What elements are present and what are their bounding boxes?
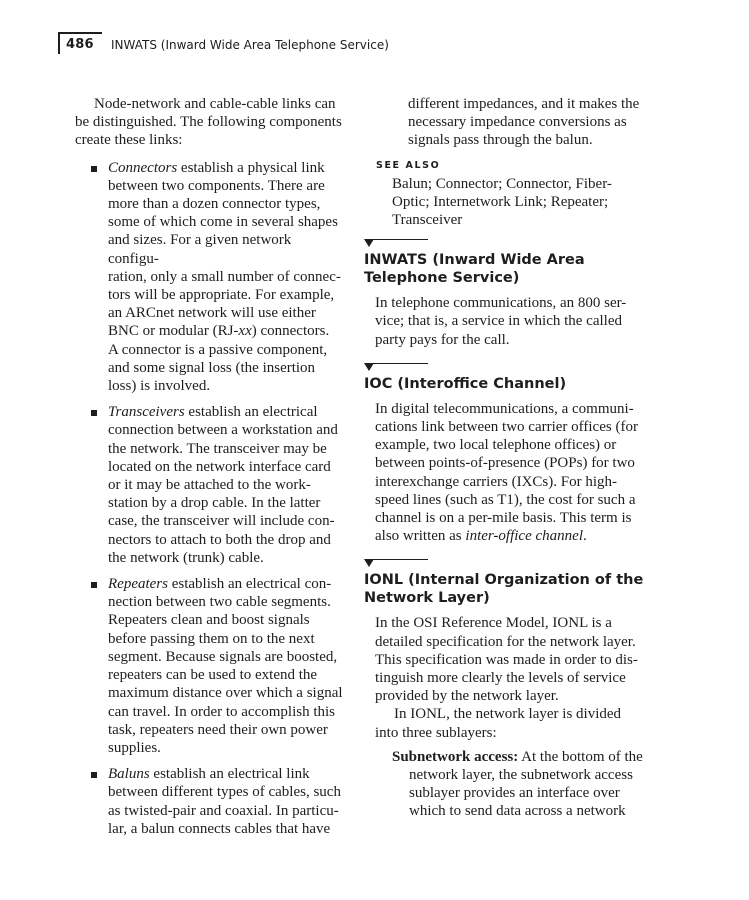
list-item-repeaters <box>75 575 345 757</box>
bullet-square-icon <box>91 582 97 588</box>
triangle-marker-icon <box>364 363 374 371</box>
header-rule <box>58 32 102 34</box>
entry-title-inwats <box>364 251 646 287</box>
text-line: as twisted-pair and coaxial. In particu- <box>108 802 339 819</box>
text-line: case, the transceiver will include con- <box>108 513 335 530</box>
text-line: station by a drop cable. In the latter <box>108 495 321 512</box>
text-line: between points-of-presence (POPs) for two <box>375 455 635 472</box>
text-line: some of which come in several shapes <box>108 214 338 231</box>
text-line: A connector is a passive component, <box>108 341 328 358</box>
triangle-marker-icon <box>364 239 374 247</box>
text-line: In the OSI Reference Model, IONL is a <box>375 615 612 632</box>
italic-term: inter-office channel <box>465 528 583 545</box>
text-line: In IONL, the network layer is divided <box>394 706 622 723</box>
text-line: which to send data across a network <box>409 803 626 820</box>
text-line: signals pass through the balun. <box>408 132 593 149</box>
title-line: IOC (Interoffice Channel) <box>364 375 567 392</box>
see-also-label: SEE ALSO <box>376 159 441 171</box>
intro-paragraph <box>75 95 345 150</box>
text-line: sublayer provides an interface over <box>409 785 620 802</box>
text-line: can travel. In order to accomplish this <box>108 703 336 720</box>
text-line: repeaters can be used to extend the <box>108 667 318 684</box>
text-line: establish an electrical link <box>149 766 310 783</box>
text-line: also written as <box>375 528 466 545</box>
list-item-connectors <box>75 159 345 396</box>
list-item-baluns <box>75 765 345 838</box>
running-title: INWATS (Inward Wide Area Telephone Service) <box>111 38 389 52</box>
divider-line <box>370 559 428 560</box>
entry-divider <box>364 559 646 571</box>
left-column <box>75 95 345 846</box>
header-bar <box>58 32 60 54</box>
title-line: Network Layer) <box>364 590 490 607</box>
bullet-square-icon <box>91 772 97 778</box>
text-line: supplies. <box>108 739 161 756</box>
sublayer-subnetwork-access <box>392 748 646 821</box>
entry-title-ionl <box>364 571 646 607</box>
text-line: Optic; Internetwork Link; Repeater; <box>392 193 609 210</box>
text-line: maximum distance over which a signal <box>108 685 343 702</box>
title-line: INWATS (Inward Wide Area <box>364 252 585 269</box>
text-line: Repeaters clean and boost signals <box>108 612 310 629</box>
text-line: Node-network and cable-cable links can <box>94 96 336 112</box>
text-line: cations link between two carrier offices (for <box>375 419 638 436</box>
bullet-square-icon <box>91 166 97 172</box>
entry-title-ioc <box>364 375 646 393</box>
text-line: tors will be appropriate. For example, <box>108 287 335 304</box>
text-line: different impedances, and it makes the <box>408 96 640 112</box>
text-line: nection between two cable segments. <box>108 594 331 611</box>
entry-body-inwats <box>375 294 646 349</box>
divider-line <box>370 239 428 240</box>
text-line: establish an electrical con- <box>167 576 332 593</box>
triangle-marker-icon <box>364 559 374 567</box>
bullet-square-icon <box>91 410 97 416</box>
text-line: the network. The transceiver may be <box>108 440 327 457</box>
text-line: more than a dozen connector types, <box>108 196 321 213</box>
component-list <box>75 159 345 838</box>
text-line: example, two local telephone offices) or <box>375 437 617 454</box>
text-line: channel is on a per-mile basis. This term is <box>375 510 632 527</box>
text-line: tinguish more clearly the levels of service <box>375 670 626 687</box>
entry-body-ionl <box>375 614 646 705</box>
text-line: speed lines (such as T1), the cost for such a <box>375 491 636 508</box>
term-connectors: Connectors <box>108 159 178 176</box>
text-line: network layer, the subnetwork access <box>409 767 633 784</box>
text-line: located on the network interface card <box>108 458 331 475</box>
text-line: an ARCnet network will use either <box>108 305 316 322</box>
text-line: and sizes. For a given network configu- <box>108 232 292 267</box>
text-line: connection between a workstation and <box>108 422 338 439</box>
text-line: At the bottom of the <box>518 748 643 765</box>
text-line: establish a physical link <box>177 159 325 176</box>
text-line: and some signal loss (the insertion <box>108 359 316 376</box>
text-line: BNC or modular (RJ- <box>108 323 239 340</box>
text-line: before passing them on to the next <box>108 630 315 647</box>
text-line: create these links: <box>75 132 183 149</box>
text-line: interexchange carriers (IXCs). For high- <box>375 473 617 490</box>
text-line: Transceiver <box>392 212 463 229</box>
text-line: . <box>582 528 587 545</box>
text-line: detailed specification for the network layer. <box>375 633 636 650</box>
text-line: necessary impedance conversions as <box>408 114 627 131</box>
entry-body-ionl-second <box>375 705 646 741</box>
text-line: or it may be attached to the work- <box>108 477 311 494</box>
right-column <box>364 95 646 821</box>
text-line: task, repeaters need their own power <box>108 721 328 738</box>
text-line: Balun; Connector; Connector, Fiber- <box>392 175 612 192</box>
text-line: provided by the network layer. <box>375 688 559 705</box>
text-line: This specification was made in order to dis- <box>375 651 638 668</box>
entry-divider <box>364 239 646 251</box>
text-line: the network (trunk) cable. <box>108 549 264 566</box>
entry-body-ioc <box>375 400 646 546</box>
text-line: into three sublayers: <box>375 724 497 741</box>
title-line: IONL (Internal Organization of the <box>364 572 644 589</box>
title-line: Telephone Service) <box>364 270 520 287</box>
text-line: between two components. There are <box>108 177 325 194</box>
term-transceivers: Transceivers <box>108 404 185 421</box>
list-item-transceivers <box>75 403 345 567</box>
entry-divider <box>364 363 646 375</box>
page-number: 486 <box>66 37 94 52</box>
text-line: segment. Because signals are boosted, <box>108 648 338 665</box>
divider-line <box>370 363 428 364</box>
text-line: loss) is involved. <box>108 378 211 395</box>
text-line: between different types of cables, such <box>108 784 341 801</box>
text-line: party pays for the call. <box>375 331 510 348</box>
balun-continuation <box>364 95 646 150</box>
sublayer-term: Subnetwork access: <box>392 748 519 765</box>
term-repeaters: Repeaters <box>108 576 168 593</box>
text-line: vice; that is, a service in which the called <box>375 313 622 330</box>
text-line: establish an electrical <box>184 404 318 421</box>
see-also-list <box>392 175 646 230</box>
italic-text: xx <box>238 323 252 340</box>
term-baluns: Baluns <box>108 766 150 783</box>
text-line: ) connectors. <box>251 323 330 340</box>
text-line: nectors to attach to both the drop and <box>108 531 331 548</box>
text-line: lar, a balun connects cables that have <box>108 820 331 837</box>
text-line: In telephone communications, an 800 ser- <box>375 295 627 312</box>
text-line: be distinguished. The following components <box>75 114 342 131</box>
text-line: ration, only a small number of connec- <box>108 268 341 285</box>
text-line: In digital telecommunications, a communi- <box>375 400 634 417</box>
